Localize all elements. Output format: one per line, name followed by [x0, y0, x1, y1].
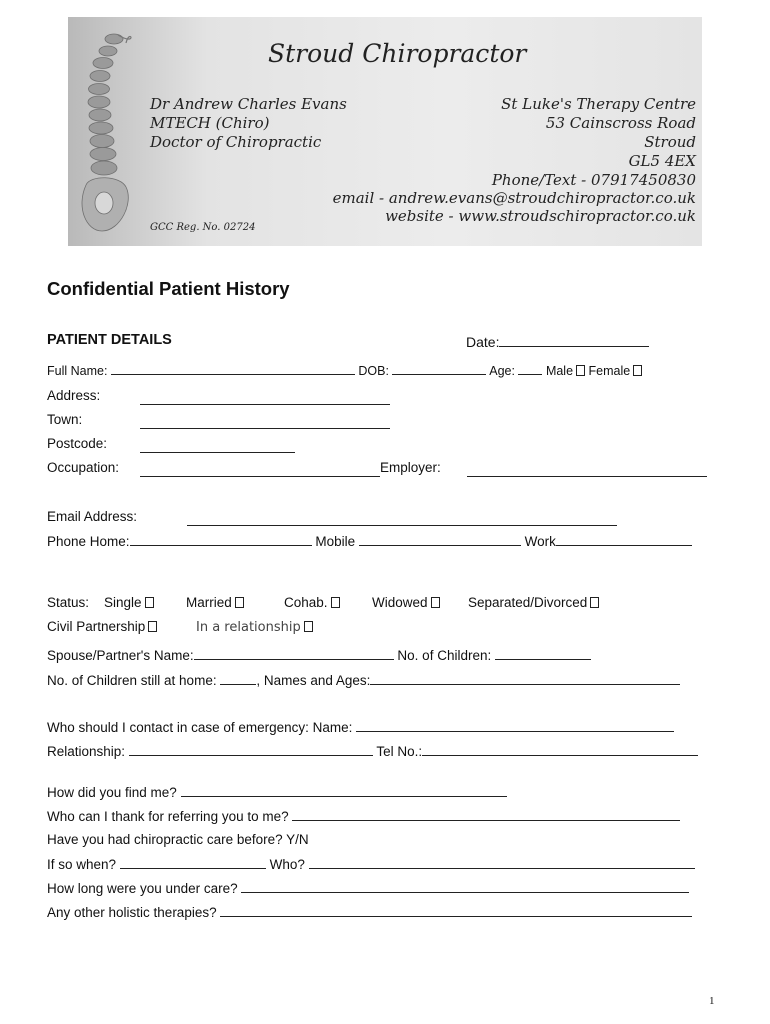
- separated-label: Separated/Divorced: [468, 595, 588, 610]
- who-field[interactable]: [309, 856, 695, 869]
- website-text: website - www.stroudschiropractor.co.uk: [385, 207, 696, 225]
- postcode-label: Postcode:: [47, 436, 108, 451]
- cohab-checkbox[interactable]: [331, 597, 340, 608]
- holistic-row: [47, 904, 692, 920]
- emergency-row: [47, 719, 674, 735]
- spouse-field[interactable]: [194, 647, 394, 660]
- status-relationship: [196, 619, 313, 635]
- who-label: Who?: [269, 857, 305, 872]
- cohab-label: Cohab.: [284, 595, 328, 610]
- date-row: [466, 334, 649, 350]
- doctor-qualification: MTECH (Chiro): [150, 114, 270, 132]
- occupation-label: Occupation:: [47, 460, 120, 475]
- relationship-label: Relationship:: [47, 744, 126, 759]
- widowed-label: Widowed: [372, 595, 428, 610]
- spouse-label: Spouse/Partner's Name:: [47, 648, 194, 663]
- mobile-field[interactable]: [359, 533, 521, 546]
- centre-name: St Luke's Therapy Centre: [501, 95, 696, 113]
- tel-field[interactable]: [422, 743, 698, 756]
- email-text: email - andrew.evans@stroudchiropractor.co.uk: [332, 189, 696, 207]
- relationship-checkbox[interactable]: [304, 621, 313, 632]
- address-label: Address:: [47, 388, 101, 403]
- civil-checkbox[interactable]: [148, 621, 157, 632]
- emergency-label: Who should I contact in case of emergency: Name:: [47, 720, 353, 735]
- holistic-field[interactable]: [220, 904, 692, 917]
- female-checkbox[interactable]: [633, 365, 642, 376]
- single-label: Single: [104, 595, 142, 610]
- male-label: Male: [545, 364, 574, 378]
- female-label: Female: [588, 364, 631, 378]
- relationship-row: [47, 743, 698, 759]
- header-banner: [68, 17, 702, 246]
- phone-home-label: Phone Home:: [47, 534, 130, 549]
- married-label: Married: [186, 595, 232, 610]
- widowed-checkbox[interactable]: [431, 597, 440, 608]
- thank-row: [47, 808, 680, 824]
- find-field[interactable]: [181, 784, 507, 797]
- work-label: Work: [524, 534, 556, 549]
- dob-label: DOB:: [358, 364, 389, 378]
- date-field[interactable]: [499, 334, 649, 347]
- mobile-label: Mobile: [315, 534, 356, 549]
- status-single: [104, 595, 154, 610]
- children-home-field[interactable]: [220, 672, 256, 685]
- names-ages-field[interactable]: [370, 672, 680, 685]
- when-row: [47, 856, 695, 872]
- chiro-before-label: Have you had chiropractic care before? Y/N: [47, 832, 309, 847]
- relationship-field[interactable]: [129, 743, 373, 756]
- thank-field[interactable]: [292, 808, 680, 821]
- tel-label: Tel No.:: [376, 744, 423, 759]
- name-row: [47, 362, 642, 378]
- section-title: PATIENT DETAILS: [47, 332, 172, 348]
- status-civil: [47, 619, 157, 634]
- gcc-registration: GCC Reg. No. 02724: [150, 222, 256, 233]
- status-label: Status:: [47, 595, 90, 610]
- relationship-status-label: In a relationship: [196, 620, 301, 635]
- children-field[interactable]: [495, 647, 591, 660]
- page-title: Confidential Patient History: [47, 278, 290, 299]
- find-label: How did you find me?: [47, 785, 177, 800]
- postcode-field[interactable]: [140, 440, 295, 453]
- when-label: If so when?: [47, 857, 117, 872]
- work-field[interactable]: [556, 533, 692, 546]
- phone-home-field[interactable]: [130, 533, 312, 546]
- doctor-name: Dr Andrew Charles Evans: [150, 95, 347, 113]
- how-long-row: [47, 880, 689, 896]
- status-cohab: [284, 595, 340, 610]
- separated-checkbox[interactable]: [590, 597, 599, 608]
- how-long-label: How long were you under care?: [47, 881, 238, 896]
- civil-label: Civil Partnership: [47, 619, 146, 634]
- address-town: Stroud: [644, 133, 696, 151]
- children-home-row: [47, 672, 680, 688]
- names-ages-label: , Names and Ages:: [256, 673, 371, 688]
- full-name-label: Full Name:: [47, 364, 108, 378]
- address-street: 53 Cainscross Road: [545, 114, 696, 132]
- email-label: Email Address:: [47, 509, 138, 524]
- doctor-role: Doctor of Chiropractic: [150, 133, 322, 151]
- male-checkbox[interactable]: [576, 365, 585, 376]
- employer-field[interactable]: [467, 464, 707, 477]
- find-row: [47, 784, 507, 800]
- town-label: Town:: [47, 412, 83, 427]
- children-home-label: No. of Children still at home:: [47, 673, 217, 688]
- page-number: 1: [709, 995, 715, 1007]
- holistic-label: Any other holistic therapies?: [47, 905, 217, 920]
- occupation-field[interactable]: [140, 464, 380, 477]
- married-checkbox[interactable]: [235, 597, 244, 608]
- town-field[interactable]: [140, 416, 390, 429]
- dob-field[interactable]: [392, 362, 486, 375]
- address-postcode: GL5 4EX: [628, 152, 696, 170]
- spouse-row: [47, 647, 591, 663]
- phone-row: [47, 533, 692, 549]
- date-label: Date:: [466, 334, 500, 350]
- practice-name: Stroud Chiropractor: [268, 39, 527, 68]
- age-label: Age:: [489, 364, 515, 378]
- single-checkbox[interactable]: [145, 597, 154, 608]
- how-long-field[interactable]: [241, 880, 689, 893]
- status-separated: [468, 595, 599, 610]
- emergency-name-field[interactable]: [356, 719, 674, 732]
- email-field[interactable]: [187, 513, 617, 526]
- phone-text: Phone/Text - 07917450830: [491, 171, 696, 189]
- thank-label: Who can I thank for referring you to me?: [47, 809, 289, 824]
- status-married: [186, 595, 244, 610]
- when-field[interactable]: [120, 856, 266, 869]
- status-widowed: [372, 595, 440, 610]
- address-field[interactable]: [140, 392, 390, 405]
- employer-label: Employer:: [380, 460, 441, 475]
- full-name-field[interactable]: [111, 362, 355, 375]
- age-field[interactable]: [518, 362, 542, 375]
- children-label: No. of Children:: [397, 648, 492, 663]
